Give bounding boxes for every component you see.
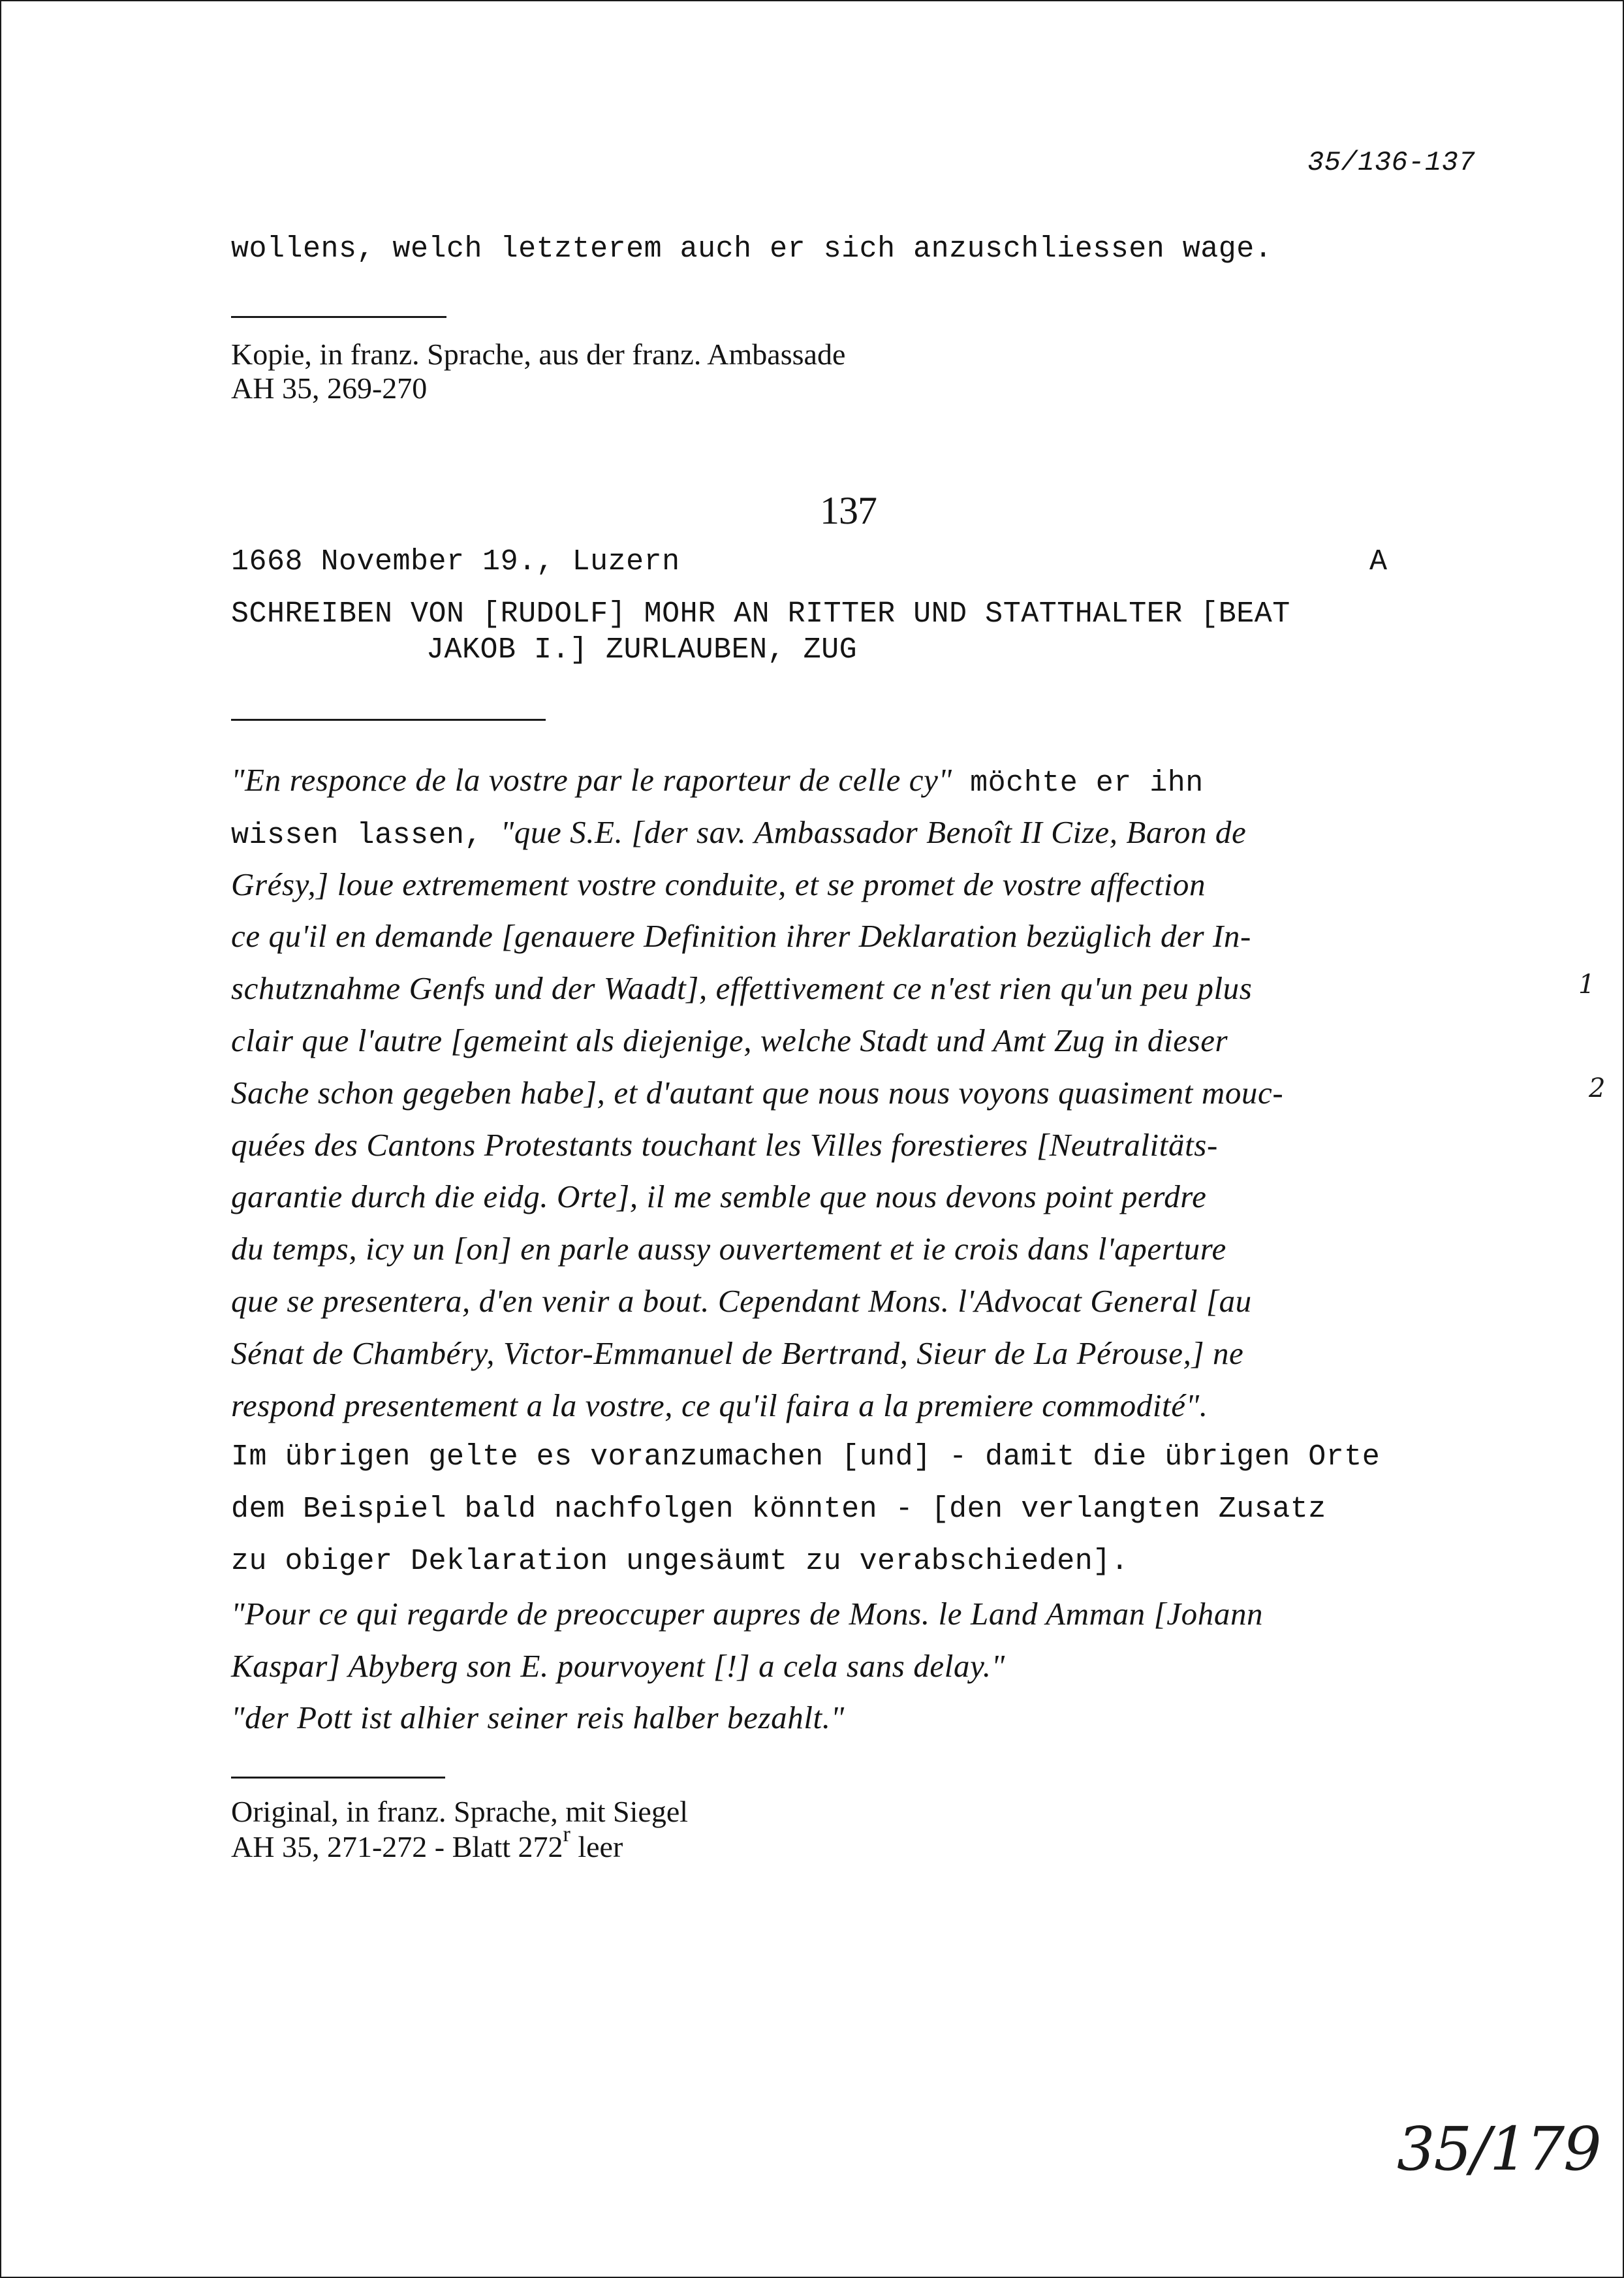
body-line: Sénat de Chambéry, Victor-Emmanuel de Bertrand, Sieur de La Pérouse,] ne: [231, 1335, 1244, 1371]
divider: [231, 316, 446, 318]
body-line: quées des Cantons Protestants touchant les Villes forestieres [Neutralitäts-: [231, 1126, 1218, 1163]
divider: [231, 719, 546, 721]
body-line: zu obiger Deklaration ungesäumt zu verabschieden].: [231, 1544, 1129, 1578]
body-line: "Pour ce qui regarde de preoccuper aupres de Mons. le Land Amman [Johann: [231, 1595, 1264, 1632]
body-line: dem Beispiel bald nachfolgen könnten - [den verlangten Zusatz: [231, 1493, 1326, 1527]
body-line: "En responce de la vostre par le raporteur de celle cy" möchte er ihn: [231, 762, 1204, 800]
continuation-line: wollens, welch letzterem auch er sich anzuschliessen wage.: [231, 232, 1273, 266]
document-heading-line1: SCHREIBEN VON [RUDOLF] MOHR AN RITTER UND STATTHALTER [BEAT: [231, 597, 1290, 631]
body-line: schutznahme Genfs und der Waadt], effettivement ce n'est rien qu'un peu plus: [231, 970, 1253, 1007]
source-line1: Original, in franz. Sprache, mit Siegel: [231, 1795, 689, 1828]
body-line: "der Pott ist alhier seiner reis halber bezahlt.": [231, 1700, 845, 1736]
document-date-place: 1668 November 19., Luzern: [231, 545, 680, 578]
document-heading-line2: JAKOB I.] ZURLAUBEN, ZUG: [426, 633, 858, 667]
source-line2: AH 35, 271-272 - Blatt 272$^r$ leer: [231, 1822, 623, 1863]
body-line: respond presentement a la vostre, ce qu'il faira a la premiere commodité".: [231, 1387, 1208, 1423]
archive-stamp: 35/179: [1397, 2114, 1601, 2184]
margin-note: 1: [1578, 970, 1595, 1000]
body-line: Grésy,] loue extremement vostre conduite, et se promet de vostre affection: [231, 866, 1206, 902]
prev-source-line1: Kopie, in franz. Sprache, aus der franz. Ambassade: [231, 338, 846, 371]
document-number: 137: [820, 489, 877, 532]
margin-note: 2: [1589, 1073, 1606, 1103]
body-line: du temps, icy un [on] en parle aussy ouvertement et ie crois dans l'aperture: [231, 1231, 1226, 1267]
body-line: Kaspar] Abyberg son E. pourvoyent [!] a cela sans delay.": [231, 1647, 1005, 1684]
folio-superscript: r: [563, 1822, 570, 1846]
document-body: [231, 754, 1504, 1744]
body-line: clair que l'autre [gemeint als diejenige, welche Stadt und Amt Zug in dieser: [231, 1022, 1228, 1058]
body-line: wissen lassen, "que S.E. [der sav. Ambassador Benoît II Cize, Baron de: [231, 814, 1247, 852]
page-reference: 35/136-137: [1307, 147, 1476, 178]
divider: [231, 1777, 445, 1779]
prev-source-line2: AH 35, 269-270: [231, 372, 428, 405]
body-line: ce qu'il en demande [genauere Definition ihrer Deklaration bezüglich der In-: [231, 918, 1251, 955]
body-line: garantie durch die eidg. Orte], il me semble que nous devons point perdre: [231, 1179, 1207, 1215]
body-line: Sache schon gegeben habe], et d'autant que nous nous voyons quasiment mouc-: [231, 1074, 1284, 1111]
body-line: Im übrigen gelte es voranzumachen [und] - damit die übrigen Orte: [231, 1440, 1381, 1474]
body-line: que se presentera, d'en venir a bout. Cependant Mons. l'Advocat General [au: [231, 1282, 1252, 1319]
document-class-letter: A: [1369, 545, 1388, 578]
